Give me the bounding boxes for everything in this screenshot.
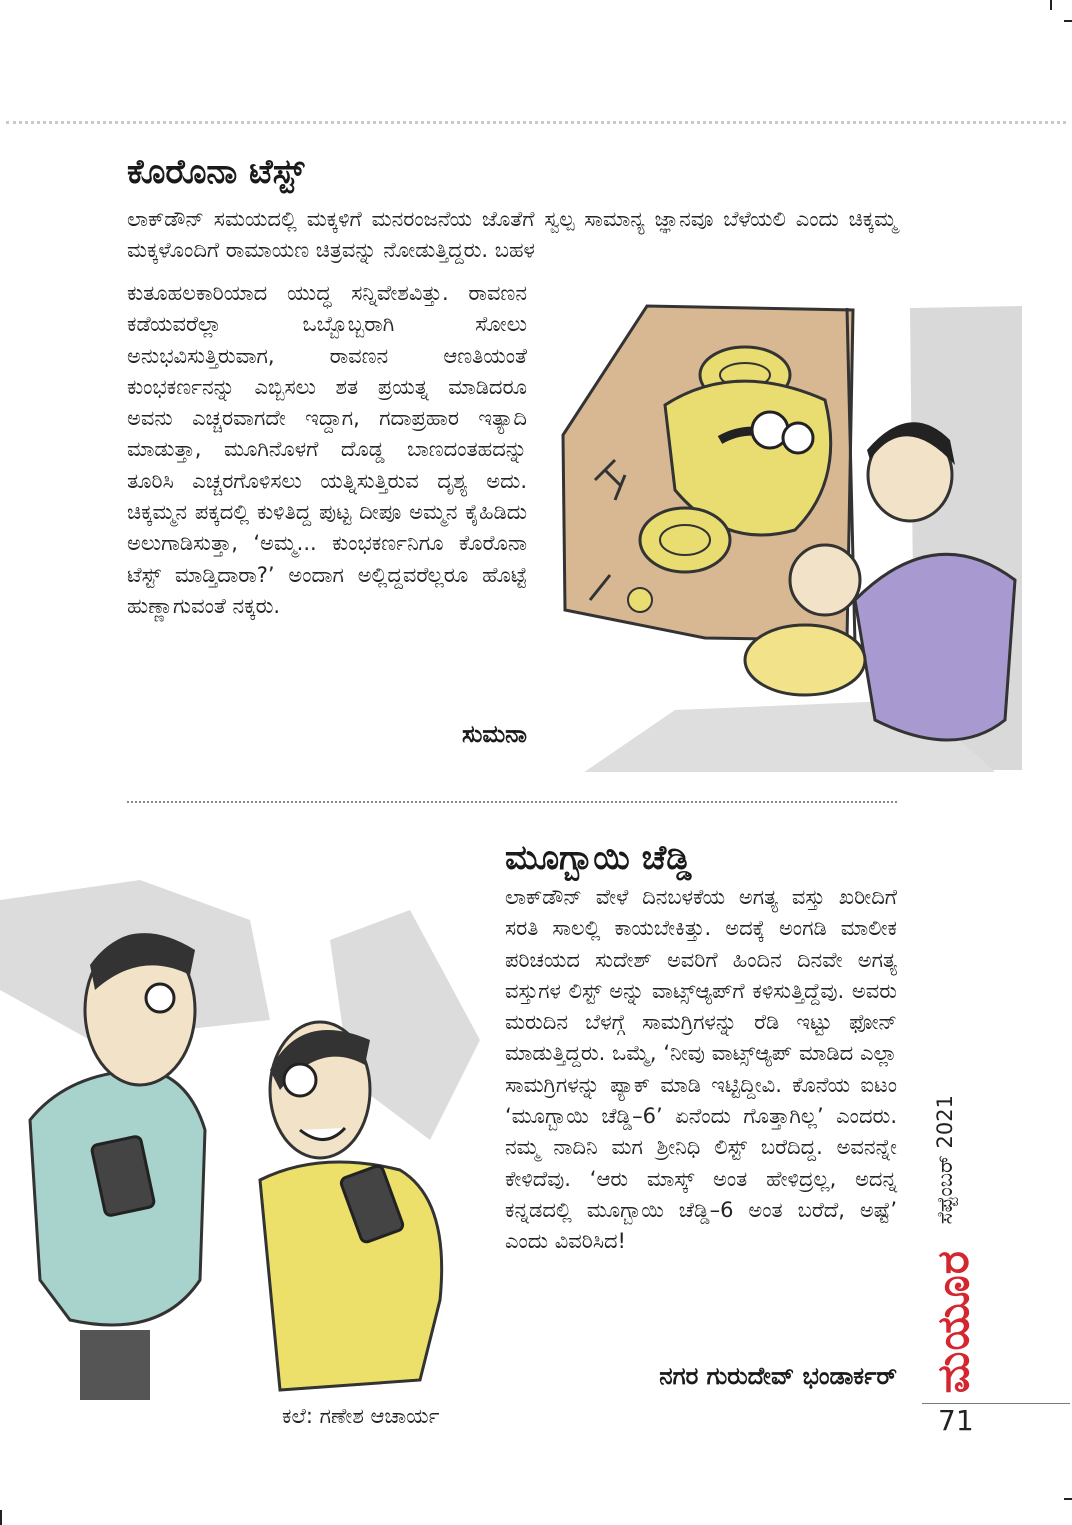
illustration-credit: ಕಲೆ: ಗಣೇಶ ಆಚಾರ್ಯ bbox=[282, 1404, 440, 1428]
magazine-logo: ಮಯೂರ bbox=[928, 1250, 979, 1394]
story2-title: ಮೂಗ್ಬಾಯಿ ಚೆಡ್ಡಿ bbox=[505, 838, 692, 878]
story2-body: ಲಾಕ್‌ಡೌನ್ ವೇಳೆ ದಿನಬಳಕೆಯ ಅಗತ್ಯ ವಸ್ತು ಖರೀದಿಗೆ ಸರತಿ ಸಾಲಲ್ಲಿ ಕಾಯಬೇಕಿತ್ತು. ಅದಕ್ಕೆ ಅಂಗಡಿ ಮಾಲೀಕ ಪರಿಚಯದ ಸುದೇಶ್ ಅವರಿಗೆ ಹಿಂದಿನ ದಿನವೇ ಅಗತ್ಯ ವಸ್ತುಗಳ ಲಿಸ್ಟ್ ಅನ್ನು ವಾಟ್ಸ್‌ಆ್ಯಪ್‌ಗೆ ಕಳಿಸುತ್ತಿದ್ದೆವು. ಅವರು ಮರುದಿನ ಬೆಳಗ್ಗೆ ಸಾಮಗ್ರಿಗಳನ್ನು ರೆಡಿ ಇಟ್ಟು ಫೋನ್ ಮಾಡುತ್ತಿದ್ದರು. ಒಮ್ಮೆ, ‘ನೀವು ವಾಟ್ಸ್‌ಆ್ಯಪ್ ಮಾಡಿದ ಎಲ್ಲಾ ಸಾಮಗ್ರಿಗಳನ್ನು ಪ್ಯಾಕ್ ಮಾಡಿ ಇಟ್ಟಿದ್ದೀವಿ. ಕೊನೆಯ ಐಟಂ ‘ಮೂಗ್ಬಾಯಿ ಚೆಡ್ಡಿ–6’ ಏನೆಂದು ಗೊತ್ತಾಗಿಲ್ಲ’ ಎಂದರು. ನಮ್ಮ ನಾದಿನಿ ಮಗ ಶ್ರೀನಿಧಿ ಲಿಸ್ಟ್ ಬರೆದಿದ್ದ. ಅವನನ್ನೇ ಕೇಳಿದೆವು. ‘ಆರು ಮಾಸ್ಕ್ ಅಂತ ಹೇಳಿದ್ರಲ್ಲ, ಅದನ್ನ ಕನ್ನಡದಲ್ಲಿ ಮೂಗ್ಬಾಯಿ ಚೆಡ್ಡಿ–6 ಅಂತ ಬರೆದೆ, ಅಷ್ಟೆ’ ಎಂದು ವಿವರಿಸಿದ! bbox=[505, 885, 897, 1254]
story1-title: ಕೊರೊನಾ ಟೆಸ್ಟ್ bbox=[127, 152, 305, 192]
crop-mark bbox=[1064, 1498, 1072, 1500]
tv-cartoon-illustration bbox=[555, 300, 1022, 772]
page-number: 71 bbox=[938, 1404, 974, 1437]
top-dotted-rule bbox=[6, 121, 1066, 124]
men-with-phones-illustration bbox=[0, 880, 500, 1400]
story1-body: ಕುತೂಹಲಕಾರಿಯಾದ ಯುದ್ಧ ಸನ್ನಿವೇಶವಿತ್ತು. ರಾವಣನ ಕಡೆಯವರೆಲ್ಲಾ ಒಬ್ಬೊಬ್ಬರಾಗಿ ಸೋಲು ಅನುಭವಿಸುತ್ತಿರುವಾಗ, ರಾವಣನ ಆಣತಿಯಂತೆ ಕುಂಭಕರ್ಣನನ್ನು ಎಬ್ಬಿಸಲು ಶತ ಪ್ರಯತ್ನ ಮಾಡಿದರೂ ಅವನು ಎಚ್ಚರವಾಗದೇ ಇದ್ದಾಗ, ಗದಾಪ್ರಹಾರ ಇತ್ಯಾದಿ ಮಾಡುತ್ತಾ, ಮೂಗಿನೊಳಗೆ ದೊಡ್ಡ ಬಾಣದಂತಹದನ್ನು ತೂರಿಸಿ ಎಚ್ಚರಗೊಳಿಸಲು ಯತ್ನಿಸುತ್ತಿರುವ ದೃಶ್ಯ ಅದು. ಚಿಕ್ಕಮ್ಮನ ಪಕ್ಕದಲ್ಲಿ ಕುಳಿತಿದ್ದ ಪುಟ್ಟ ದೀಪೂ ಅಮ್ಮನ ಕೈಹಿಡಿದು ಅಲುಗಾಡಿಸುತ್ತಾ, ‘ಅಮ್ಮ... ಕುಂಭಕರ್ಣನಿಗೂ ಕೊರೊನಾ ಟೆಸ್ಟ್ ಮಾಡ್ತಿದಾರಾ?’ ಅಂದಾಗ ಅಲ್ಲಿದ್ದವರೆಲ್ಲರೂ ಹೊಟ್ಟೆ ಹುಣ್ಣಾಗುವಂತೆ ನಕ್ಕರು. bbox=[127, 281, 527, 618]
crop-mark bbox=[1050, 0, 1052, 10]
mid-dotted-rule bbox=[127, 801, 897, 803]
story1-author: ಸುಮನಾ bbox=[461, 720, 527, 748]
story2-author: ನಗರ ಗುರುದೇವ್ ಭಂಡಾರ್ಕರ್ bbox=[659, 1362, 897, 1390]
crop-mark bbox=[1064, 20, 1072, 22]
crop-mark bbox=[0, 1510, 2, 1525]
story1-intro: ಲಾಕ್‌ಡೌನ್ ಸಮಯದಲ್ಲಿ ಮಕ್ಕಳಿಗೆ ಮನರಂಜನೆಯ ಜೊತೆಗೆ ಸ್ವಲ್ಪ ಸಾಮಾನ್ಯ ಜ್ಞಾನವೂ ಬೆಳೆಯಲಿ ಎಂದು ಚಿಕ್ಕಮ್ಮ ಮಕ್ಕಳೊಂದಿಗೆ ರಾಮಾಯಣ ಚಿತ್ರವನ್ನು ನೋಡುತ್ತಿದ್ದರು. ಬಹಳ bbox=[127, 207, 897, 263]
issue-date: ಸೆಪ್ಟೆಂಬರ್ 2021 bbox=[933, 1095, 957, 1225]
